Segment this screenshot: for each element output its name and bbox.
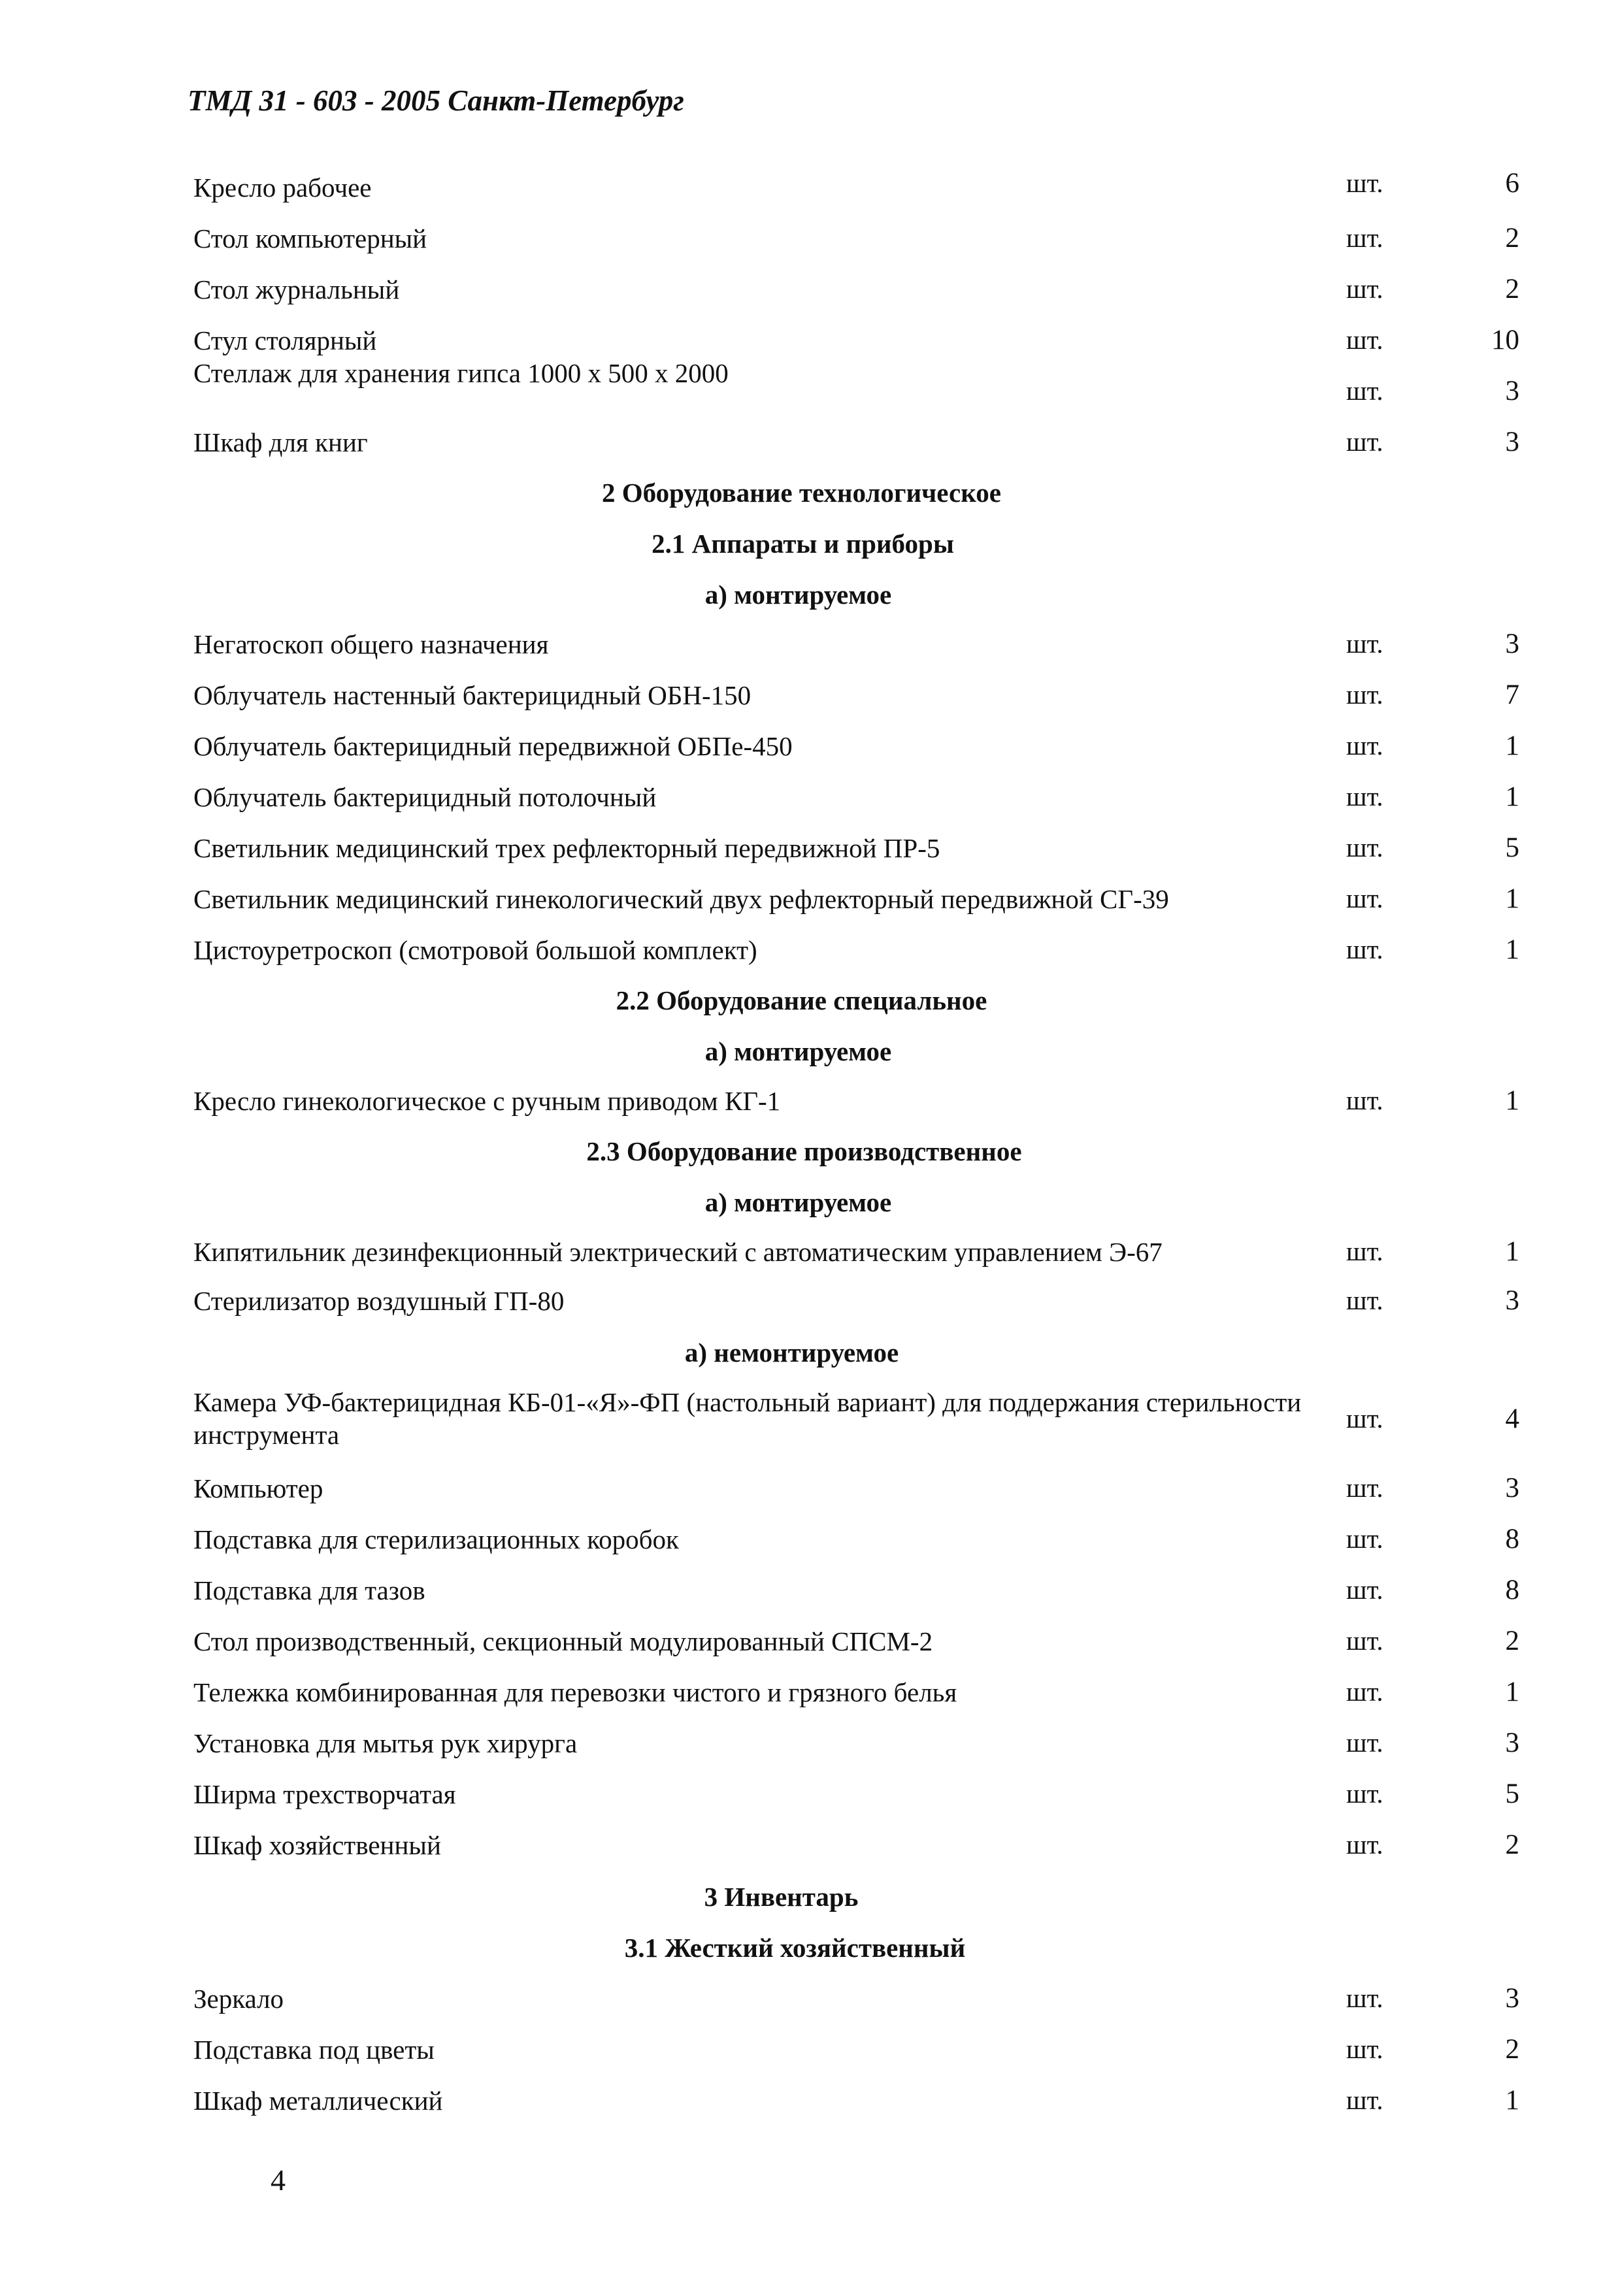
item-quantity: 8: [1505, 1575, 1519, 1605]
item-unit: шт.: [1346, 168, 1383, 198]
item-unit: шт.: [1346, 1575, 1383, 1605]
item-quantity: 2: [1505, 274, 1519, 304]
subsection-heading-text: 2.2 Оборудование специальное: [616, 985, 987, 1015]
item-unit: шт.: [1346, 1983, 1383, 2013]
subsection-heading: [2, 528, 1603, 559]
item-quantity: 6: [1505, 168, 1519, 199]
item-quantity: 2: [1505, 1829, 1519, 1860]
item-quantity: 5: [1505, 832, 1519, 863]
item-name: Подставка под цветы: [193, 2035, 435, 2065]
subsection-heading-text: 3.1 Жесткий хозяйственный: [624, 1933, 966, 1963]
section-heading: [0, 1881, 1583, 1912]
item-quantity: 2: [1505, 1626, 1519, 1656]
item-name: Облучатель настенный бактерицидный ОБН-150: [193, 680, 752, 710]
item-quantity: 10: [1491, 325, 1519, 355]
item-name: Шкаф хозяйственный: [193, 1830, 441, 1860]
subsection-heading: [1, 985, 1603, 1016]
item-name: Стерилизатор воздушный ГП-80: [193, 1286, 565, 1316]
item-name: Стул столярный: [193, 325, 377, 355]
item-unit: шт.: [1346, 883, 1383, 913]
section-heading-text: 2 Оборудование технологическое: [602, 478, 1001, 508]
item-quantity: 3: [1505, 427, 1519, 457]
item-unit: шт.: [1346, 325, 1383, 355]
item-unit: шт.: [1346, 1403, 1383, 1434]
item-unit: шт.: [1346, 1085, 1383, 1115]
group-heading: [0, 1187, 1600, 1218]
item-name: Стол компьютерный: [193, 223, 427, 254]
item-quantity: 1: [1505, 883, 1519, 914]
item-quantity: 3: [1505, 1285, 1519, 1316]
item-unit: шт.: [1346, 1236, 1383, 1266]
item-name: Кресло гинекологическое с ручным приводом КГ-1: [193, 1086, 781, 1116]
item-name: Тележка комбинированная для перевозки чистого и грязного белья: [193, 1677, 957, 1707]
group-heading: [0, 579, 1600, 610]
item-unit: шт.: [1346, 1728, 1383, 1758]
group-heading-text: а) монтируемое: [704, 1036, 892, 1066]
item-name: Цистоуретроскоп (смотровой большой комплект): [193, 935, 757, 965]
item-quantity: 1: [1505, 1677, 1519, 1707]
item-unit: шт.: [1346, 934, 1383, 964]
item-unit: шт.: [1346, 629, 1383, 659]
item-name: Ширма трехстворчатая: [193, 1779, 456, 1809]
item-unit: шт.: [1346, 1779, 1383, 1809]
subsection-heading-text: 2.1 Аппараты и приборы: [652, 529, 954, 559]
subsection-heading-text: 2.3 Оборудование производственное: [586, 1136, 1022, 1166]
item-name: Стол журнальный: [193, 274, 400, 304]
group-heading-text: а) монтируемое: [704, 1187, 892, 1217]
item-unit: шт.: [1346, 2034, 1383, 2064]
item-name: Облучатель бактерицидный потолочный: [193, 782, 657, 812]
item-quantity: 1: [1505, 934, 1519, 965]
item-quantity: 3: [1505, 1983, 1519, 2014]
item-quantity: 1: [1505, 781, 1519, 812]
subsection-heading: [3, 1136, 1603, 1167]
item-name: Облучатель бактерицидный передвижной ОБПе-450: [193, 731, 793, 761]
item-name: Стол производственный, секционный модулированный СПСМ-2: [193, 1626, 933, 1656]
page-number: 4: [271, 2163, 286, 2197]
item-quantity: 2: [1505, 2034, 1519, 2065]
item-unit: шт.: [1346, 730, 1383, 761]
item-unit: шт.: [1346, 1829, 1383, 1860]
item-unit: шт.: [1346, 832, 1383, 862]
item-unit: шт.: [1346, 781, 1383, 812]
item-name: Зеркало: [193, 1984, 284, 2014]
item-name: Шкаф металлический: [193, 2086, 443, 2116]
group-heading: [0, 1036, 1600, 1067]
item-quantity: 1: [1505, 2085, 1519, 2116]
item-quantity: 3: [1505, 376, 1519, 406]
item-quantity: 1: [1505, 1236, 1519, 1267]
section-heading-text: 3 Инвентарь: [704, 1882, 859, 1912]
item-quantity: 3: [1505, 629, 1519, 659]
item-quantity: 7: [1505, 680, 1519, 710]
group-heading: [0, 1337, 1594, 1368]
item-unit: шт.: [1346, 1524, 1383, 1554]
item-unit: шт.: [1346, 1473, 1383, 1503]
item-name: Шкаф для книг: [193, 427, 368, 457]
item-unit: шт.: [1346, 274, 1383, 304]
section-heading: [1, 477, 1603, 508]
item-quantity: 1: [1505, 1085, 1519, 1116]
item-unit: шт.: [1346, 680, 1383, 710]
group-heading-text: а) монтируемое: [704, 580, 892, 610]
item-name: Камера УФ-бактерицидная КБ-01-«Я»-ФП (настольный вариант) для поддержания стерильности инструмента: [193, 1387, 1302, 1450]
item-quantity: 5: [1505, 1779, 1519, 1809]
item-name: Стеллаж для хранения гипса 1000 х 500 х 2000: [193, 358, 729, 388]
item-unit: шт.: [1346, 427, 1383, 457]
item-unit: шт.: [1346, 1677, 1383, 1707]
subsection-heading: [0, 1932, 1597, 1963]
item-quantity: 4: [1505, 1403, 1519, 1434]
item-unit: шт.: [1346, 1285, 1383, 1315]
item-quantity: 2: [1505, 223, 1519, 254]
item-unit: шт.: [1346, 376, 1383, 406]
item-quantity: 8: [1505, 1524, 1519, 1554]
item-name: Светильник медицинский гинекологический двух рефлекторный передвижной СГ-39: [193, 884, 1169, 914]
item-name: Кресло рабочее: [193, 172, 372, 203]
document-header: ТМД 31 - 603 - 2005 Санкт-Петербург: [188, 84, 684, 117]
item-quantity: 3: [1505, 1473, 1519, 1503]
item-name: Подставка для тазов: [193, 1575, 425, 1605]
item-unit: шт.: [1346, 223, 1383, 253]
item-name: Установка для мытья рук хирурга: [193, 1728, 578, 1758]
group-heading-text: а) немонтируемое: [684, 1337, 899, 1368]
item-quantity: 1: [1505, 730, 1519, 761]
item-quantity: 3: [1505, 1728, 1519, 1758]
item-unit: шт.: [1346, 2085, 1383, 2115]
item-name: Негатоскоп общего назначения: [193, 629, 549, 659]
item-name: Подставка для стерилизационных коробок: [193, 1524, 679, 1554]
item-name: Светильник медицинский трех рефлекторный передвижной ПР-5: [193, 833, 940, 863]
item-unit: шт.: [1346, 1626, 1383, 1656]
item-name: Кипятильник дезинфекционный электрический с автоматическим управлением Э-67: [193, 1237, 1163, 1267]
item-name: Компьютер: [193, 1473, 323, 1503]
